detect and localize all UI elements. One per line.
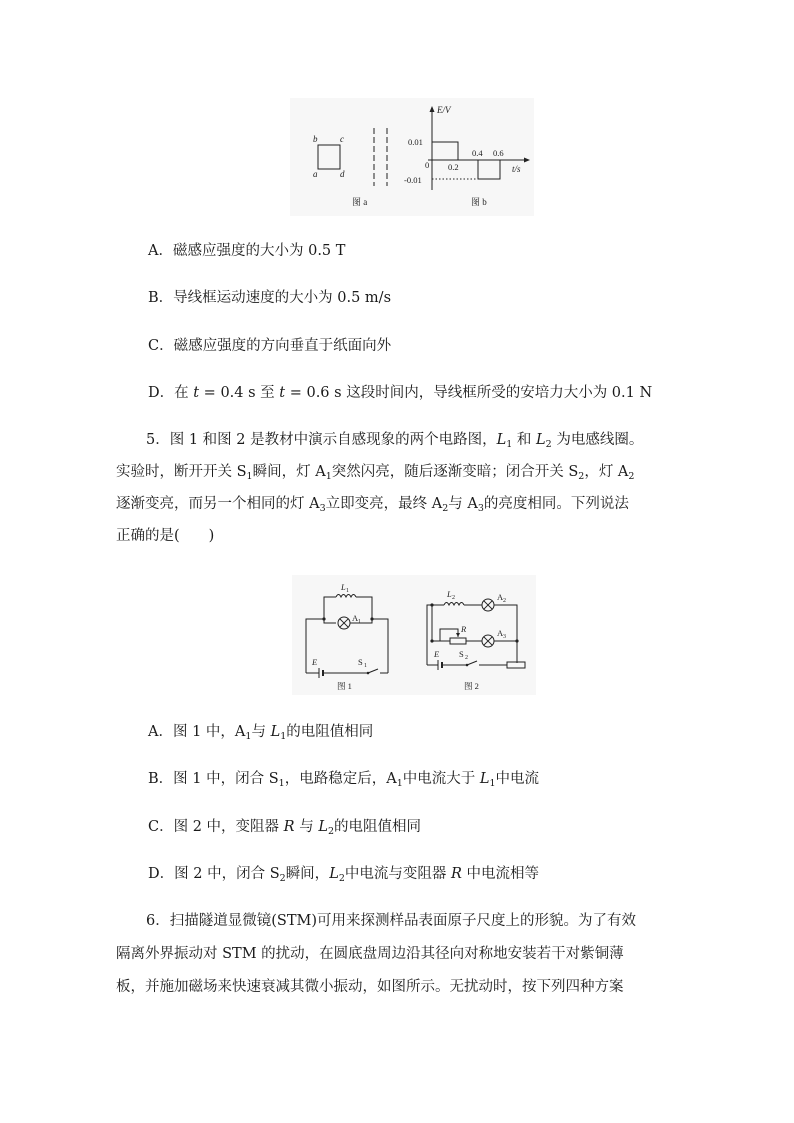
x-axis-label: t/s	[512, 164, 521, 174]
figure-circuits	[292, 575, 536, 695]
q5-option-d[interactable]: D．图 2 中，闭合 $S_2$瞬间，$L_2$中电流与变阻器 R 中电流相等	[148, 866, 540, 884]
fig2-inductor-coil	[444, 603, 464, 606]
svg-text:3: 3	[503, 634, 506, 640]
svg-text:A: A	[497, 628, 504, 638]
fig2-rheostat-r	[450, 638, 466, 644]
q4-option-c[interactable]	[148, 336, 391, 356]
svg-text:A: A	[497, 592, 504, 602]
option-letter: B．	[148, 290, 174, 306]
fig2-terminal-block	[507, 662, 525, 668]
svg-text:A: A	[352, 613, 359, 623]
figure-circuits-svg	[292, 575, 536, 695]
origin-label: 0	[425, 160, 430, 170]
q5-stem	[116, 430, 686, 546]
corner-d-label: d	[340, 169, 345, 179]
q5-option-c[interactable]: C．图 2 中，变阻器 R 与 $L_2$的电阻值相同	[148, 819, 421, 837]
q5-option-a[interactable]: A．图 1 中，$A_1$与 $L_1$的电阻值相同	[148, 724, 374, 742]
emf-positive-pulse	[432, 142, 458, 160]
tick-x-0.2: 0.2	[448, 162, 459, 172]
option-letter: C．	[148, 819, 174, 835]
q5-option-b[interactable]: B．图 1 中，闭合 $S_1$，电路稳定后，$A_1$中电流大于 $L_1$中电流	[148, 771, 540, 789]
svg-text:2: 2	[503, 598, 506, 604]
svg-text:S: S	[459, 649, 464, 659]
svg-text:E: E	[434, 649, 440, 659]
svg-text:1: 1	[358, 619, 361, 625]
fig1-switch-s1	[368, 669, 378, 673]
q6-line-1: 6．扫描隧道显微镜(STM)可用来探测样品表面原子尺度上的形貌。为了有效	[146, 913, 636, 929]
wire-loop-square	[318, 145, 340, 169]
svg-text:1: 1	[346, 588, 349, 594]
q5-line-3: 逐渐变亮，而另一个相同的灯 $A_3$立即变亮，最终 $A_2$与 $A_3$的亮度相同。下列说法	[116, 496, 629, 514]
q6-line-3: 板，并施加磁场来快速衰减其微小振动，如图所示。无扰动时，按下列四种方案	[116, 979, 624, 995]
y-axis-label: E/V	[437, 105, 451, 115]
option-letter: C．	[148, 338, 174, 354]
svg-text:R: R	[461, 624, 467, 634]
svg-text:E: E	[312, 657, 318, 667]
q4-option-b[interactable]	[148, 288, 391, 308]
option-letter: A．	[148, 724, 173, 740]
tick-x-0.4: 0.4	[472, 148, 483, 158]
var-t: t	[193, 385, 200, 401]
svg-text:2: 2	[452, 595, 455, 601]
option-text: 磁感应强度的大小为 0.5 T	[172, 243, 346, 259]
figure-emf-graph	[290, 98, 534, 216]
option-letter: D．	[148, 385, 175, 401]
svg-text:2: 2	[465, 655, 468, 661]
q6-line-2: 隔离外界振动对 STM 的扰动，在圆底盘周边沿其径向对称地安装若干对紫铜薄	[116, 946, 624, 962]
option-letter: A．	[148, 243, 173, 259]
option-text: 导线框运动速度的大小为 0.5 m/s	[173, 290, 392, 306]
q4-option-a[interactable]	[148, 241, 345, 261]
fig2-switch-s2	[467, 661, 477, 665]
tick-y-positive: 0.01	[408, 137, 423, 147]
svg-text:L: L	[341, 582, 346, 592]
figure-2-caption: 图 2	[464, 681, 479, 691]
corner-b-label: b	[313, 134, 318, 144]
svg-text:1: 1	[364, 663, 367, 669]
svg-text:L: L	[447, 589, 452, 599]
svg-text:S: S	[358, 657, 363, 667]
y-axis-arrow	[430, 106, 435, 112]
fig1-inductor-coil	[336, 595, 356, 598]
q5-line-4: 正确的是( )	[116, 528, 215, 544]
tick-y-negative: -0.01	[404, 175, 422, 185]
figure-1-caption: 图 1	[337, 681, 352, 691]
corner-a-label: a	[313, 169, 318, 179]
emf-negative-pulse	[478, 160, 500, 179]
q4-option-d[interactable]: D．在 t = 0.4 s 至 t = 0.6 s 这段时间内，导线框所受的安培力大小为 0.1 N	[148, 385, 653, 401]
figure-emf-svg	[290, 98, 534, 216]
q5-line-1: 5．图 1 和图 2 是教材中演示自感现象的两个电路图，$L_1$ 和 $L_2$ 为电感线圈。	[146, 432, 644, 450]
option-letter: B．	[148, 771, 174, 787]
corner-c-label: c	[340, 134, 344, 144]
tick-x-0.6: 0.6	[493, 148, 504, 158]
option-text: 磁感应强度的方向垂直于纸面向外	[173, 338, 392, 354]
option-letter: D．	[148, 866, 175, 882]
figure-b-caption: 图 b	[471, 197, 487, 207]
q6-stem	[116, 911, 686, 997]
x-axis-arrow	[524, 158, 530, 163]
figure-a-caption: 图 a	[352, 197, 368, 207]
var-t: t	[279, 385, 286, 401]
q5-line-2: 实验时，断开开关 $S_1$瞬间，灯 $A_1$突然闪亮，随后逐渐变暗；闭合开关 $S_2$，灯 $A_2$	[116, 464, 635, 482]
